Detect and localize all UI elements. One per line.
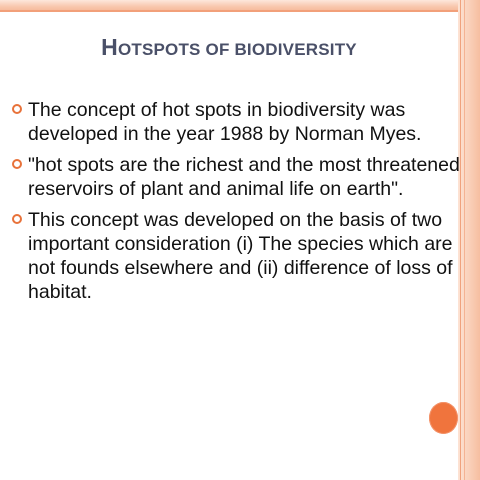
orange-circle-decoration bbox=[429, 402, 458, 434]
bullet-text: The concept of hot spots in biodiversity was developed in the year 1988 by Norman Myes. bbox=[28, 99, 422, 145]
bullet-circle-icon bbox=[12, 214, 22, 224]
slide-title-rest: OTSPOTS OF BIODIVERSITY bbox=[117, 40, 357, 59]
top-decorative-stripe bbox=[0, 0, 480, 12]
bullet-item bbox=[12, 208, 464, 304]
bullet-list bbox=[12, 98, 464, 311]
bullet-circle-icon bbox=[12, 104, 22, 114]
bullet-item bbox=[12, 153, 464, 201]
slide-title bbox=[0, 34, 458, 61]
bullet-item bbox=[12, 98, 464, 146]
bullet-circle-icon bbox=[12, 159, 22, 169]
bullet-text: "hot spots are the richest and the most threatened reservoirs of plant and animal life on earth". bbox=[28, 154, 460, 200]
bullet-text: This concept was developed on the basis of two important consideration (i) The species which are not founds elsewhere and (ii) difference of loss of habitat. bbox=[28, 209, 453, 303]
slide-title-initial: H bbox=[101, 34, 118, 60]
